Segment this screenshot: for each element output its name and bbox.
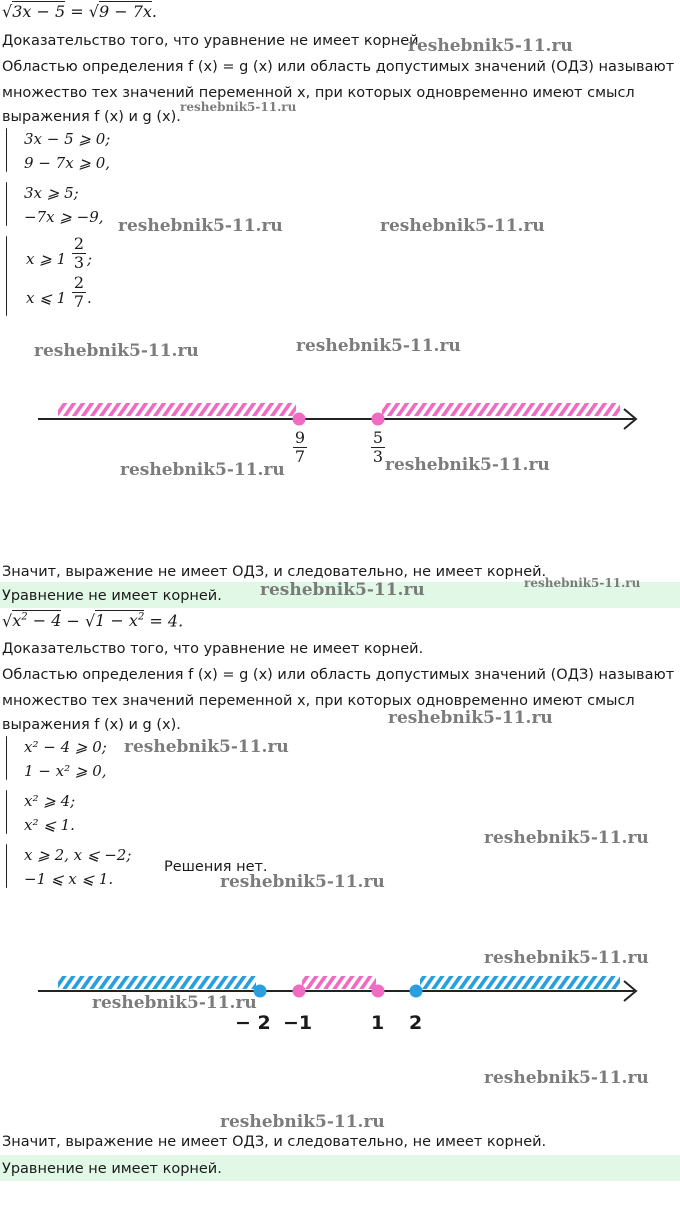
system-brace xyxy=(6,182,7,226)
task2-definition-line3: выражения f (x) и g (x). xyxy=(2,717,181,733)
watermark: reshebnik5-11.ru xyxy=(408,36,573,56)
task1-answer: Уравнение не имеет корней. xyxy=(2,588,222,604)
watermark: reshebnik5-11.ru xyxy=(385,455,550,475)
task1-proof-label: Доказательство того, что уравнение не имеет корней xyxy=(2,33,419,49)
task2-definition-line1: Областью определения f (x) = g (x) или область допустимых значений (ОДЗ) называют xyxy=(2,667,675,683)
task2-sys2-line2: x² ⩽ 1. xyxy=(24,816,75,834)
task2-definition-line2: множество тех значений переменной x, при которых одновременно имеют смысл xyxy=(2,693,635,709)
watermark: reshebnik5-11.ru xyxy=(524,576,641,590)
task2-no-solutions: Решения нет. xyxy=(164,859,268,875)
hatch-middle-pink xyxy=(302,976,376,989)
task1-sys1-line1: 3x − 5 ⩾ 0; xyxy=(24,130,111,148)
task2-sys1-line2: 1 − x² ⩾ 0, xyxy=(24,762,107,780)
task2-conclusion: Значит, выражение не имеет ОДЗ, и следовательно, не имеет корней. xyxy=(2,1134,547,1150)
sqrt-symbol: √ xyxy=(2,2,13,21)
watermark: reshebnik5-11.ru xyxy=(180,100,297,114)
system-brace xyxy=(6,844,7,888)
task1-number-line xyxy=(0,390,680,480)
sqrt-symbol: √ xyxy=(84,611,96,631)
task2-answer: Уравнение не имеет корней. xyxy=(2,1161,222,1177)
task2-sys3-line2: −1 ⩽ x ⩽ 1. xyxy=(24,870,114,888)
watermark: reshebnik5-11.ru xyxy=(484,1068,649,1088)
watermark: reshebnik5-11.ru xyxy=(484,948,649,968)
watermark: reshebnik5-11.ru xyxy=(220,872,385,892)
watermark: reshebnik5-11.ru xyxy=(124,737,289,757)
task2-equation: $√x^2 - 4 - √1 - x^2 = 4$. xyxy=(2,611,184,631)
task1-definition-line3: выражения f (x) и g (x). xyxy=(2,109,181,125)
task1-sys3-line1: x ⩾ 1 xyxy=(26,250,67,268)
watermark: reshebnik5-11.ru xyxy=(484,828,649,848)
task1-equation: √3x − 5 = √9 − 7x. xyxy=(2,2,158,21)
task1-axis-label-5-3: 5 3 xyxy=(372,428,384,466)
task2-axis-label-minus-1: −1 xyxy=(283,1012,313,1034)
sqrt-symbol: √ xyxy=(2,611,13,631)
task1-definition-line1: Областью определения f (x) = g (x) или область допустимых значений (ОДЗ) называют xyxy=(2,59,675,75)
task1-axis-label-9-7: 9 7 xyxy=(294,428,306,466)
watermark: reshebnik5-11.ru xyxy=(388,708,553,728)
task1-sys3-line2: x ⩽ 1 xyxy=(26,289,67,307)
task2-axis-label-1: 1 xyxy=(371,1012,385,1034)
task1-sys2-line2: −7x ⩾ −9, xyxy=(24,208,104,226)
task1-sys1-line2: 9 − 7x ⩾ 0, xyxy=(24,154,111,172)
task2-sys2-line1: x² ⩾ 4; xyxy=(24,792,76,810)
sqrt-symbol: √ xyxy=(88,2,99,21)
watermark: reshebnik5-11.ru xyxy=(296,336,461,356)
watermark: reshebnik5-11.ru xyxy=(260,580,425,600)
task2-axis-label-minus-2: − 2 xyxy=(235,1012,271,1034)
point-2 xyxy=(410,985,423,998)
point-5-3 xyxy=(372,413,385,426)
system-brace xyxy=(6,236,7,316)
task2-sys1-line1: x² − 4 ⩾ 0; xyxy=(24,738,107,756)
watermark: reshebnik5-11.ru xyxy=(92,993,257,1013)
hatch-right xyxy=(382,403,620,416)
task1-sys3-fraction1: 2 3 xyxy=(73,234,85,272)
hatch-left-blue xyxy=(58,976,256,989)
task1-definition-line2: множество тех значений переменной x, при которых одновременно имеют смысл xyxy=(2,85,635,101)
task2-sys3-line1: x ⩾ 2, x ⩽ −2; xyxy=(24,846,132,864)
watermark: reshebnik5-11.ru xyxy=(120,460,285,480)
system-brace xyxy=(6,128,7,172)
hatch-right-blue xyxy=(420,976,620,989)
task2-axis-label-2: 2 xyxy=(409,1012,423,1034)
task1-sys2-line1: 3x ⩾ 5; xyxy=(24,184,79,202)
point-minus-1 xyxy=(293,985,306,998)
task2-proof-label: Доказательство того, что уравнение не имеет корней. xyxy=(2,641,424,657)
hatch-left xyxy=(58,403,296,416)
point-9-7 xyxy=(293,413,306,426)
watermark: reshebnik5-11.ru xyxy=(380,216,545,236)
watermark: reshebnik5-11.ru xyxy=(34,341,199,361)
watermark: reshebnik5-11.ru xyxy=(220,1112,385,1132)
point-1 xyxy=(372,985,385,998)
system-brace xyxy=(6,790,7,834)
system-brace xyxy=(6,736,7,780)
watermark: reshebnik5-11.ru xyxy=(118,216,283,236)
task1-conclusion: Значит, выражение не имеет ОДЗ, и следовательно, не имеет корней. xyxy=(2,564,547,580)
eq1-lhs: 3x − 5 xyxy=(12,2,66,21)
task1-sys3-fraction2: 2 7 xyxy=(73,273,85,311)
eq1-rhs: 9 − 7x xyxy=(98,2,152,21)
